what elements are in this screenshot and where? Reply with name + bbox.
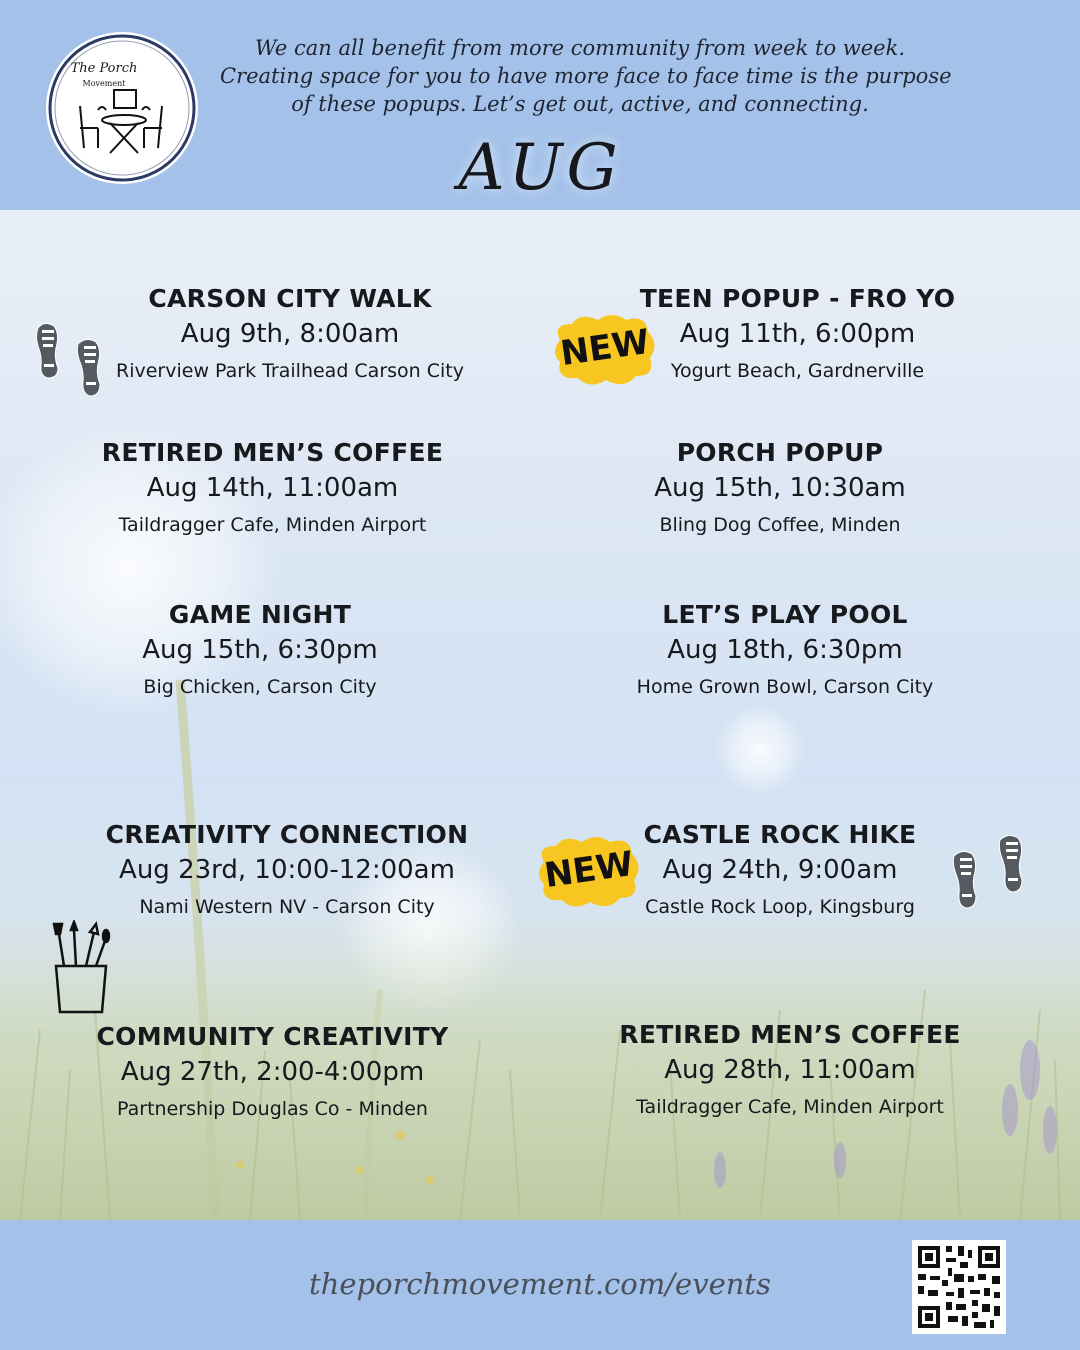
new-badge (534, 832, 644, 912)
event-title: CASTLE ROCK HIKE (643, 820, 917, 849)
event-title: RETIRED MEN’S COFFEE (101, 438, 444, 467)
event-location: Nami Western NV - Carson City (139, 896, 435, 918)
event-location: Taildragger Cafe, Minden Airport (118, 514, 427, 536)
event-date-time: Aug 15th, 6:30pm (142, 635, 378, 665)
porch-movement-logo (42, 28, 202, 188)
event-porch-popup (570, 436, 990, 544)
intro-line-1: We can all benefit from more community from week to week. (254, 36, 905, 60)
events-url-link[interactable]: theporchmovement.com/events (309, 1267, 771, 1301)
intro-line-2: Creating space for you to have more face to face time is the purpose (220, 64, 952, 88)
event-lets-play-pool (565, 598, 1005, 706)
event-title: LET’S PLAY POOL (662, 600, 908, 629)
logo-name-line1: The Porch (70, 61, 138, 76)
event-location: Home Grown Bowl, Carson City (636, 676, 934, 698)
event-game-night (40, 598, 480, 706)
event-date-time: Aug 27th, 2:00-4:00pm (120, 1057, 425, 1087)
event-date-time: Aug 24th, 9:00am (662, 855, 898, 885)
footprints-icon (950, 834, 1030, 920)
event-title: CARSON CITY WALK (148, 284, 432, 313)
event-title: TEEN POPUP - FRO YO (639, 284, 956, 313)
event-date-time: Aug 18th, 6:30pm (667, 635, 903, 665)
event-date-time: Aug 28th, 11:00am (664, 1055, 916, 1085)
new-badge (550, 310, 660, 390)
new-badge-label: NEW (558, 321, 652, 375)
intro-text (220, 34, 952, 118)
event-location: Partnership Douglas Co - Minden (117, 1098, 428, 1120)
footprints-icon (34, 320, 106, 404)
event-location: Riverview Park Trailhead Carson City (116, 360, 464, 382)
event-date-time: Aug 9th, 8:00am (180, 319, 400, 349)
event-community-creativity (60, 1020, 485, 1128)
event-date-time: Aug 23rd, 10:00-12:00am (119, 855, 455, 885)
event-location: Taildragger Cafe, Minden Airport (636, 1096, 944, 1118)
event-carson-city-walk (60, 282, 520, 390)
event-retired-mens-coffee-2 (575, 1018, 1005, 1126)
event-date-time: Aug 15th, 10:30am (654, 473, 906, 503)
event-date-time: Aug 14th, 11:00am (146, 473, 399, 503)
event-title: PORCH POPUP (676, 438, 884, 467)
art-supplies-icon (50, 920, 112, 1016)
event-title: COMMUNITY CREATIVITY (96, 1022, 449, 1051)
new-badge-label: NEW (542, 843, 636, 897)
event-date-time: Aug 11th, 6:00pm (679, 319, 916, 349)
month-heading: AUG (458, 131, 622, 205)
event-creativity-connection (62, 818, 512, 926)
logo-name-line2: Movement (82, 79, 126, 88)
event-title: RETIRED MEN’S COFFEE (619, 1020, 961, 1049)
event-location: Big Chicken, Carson City (143, 676, 377, 698)
event-title: GAME NIGHT (168, 600, 352, 629)
event-location: Yogurt Beach, Gardnerville (670, 360, 925, 382)
intro-line-3: of these popups. Let’s get out, active, and connecting. (291, 92, 869, 116)
event-location: Castle Rock Loop, Kingsburg (645, 896, 915, 918)
event-retired-mens-coffee-1 (50, 436, 495, 544)
event-title: CREATIVITY CONNECTION (105, 820, 469, 849)
qr-code-icon[interactable] (912, 1240, 1006, 1334)
event-location: Bling Dog Coffee, Minden (659, 514, 901, 536)
